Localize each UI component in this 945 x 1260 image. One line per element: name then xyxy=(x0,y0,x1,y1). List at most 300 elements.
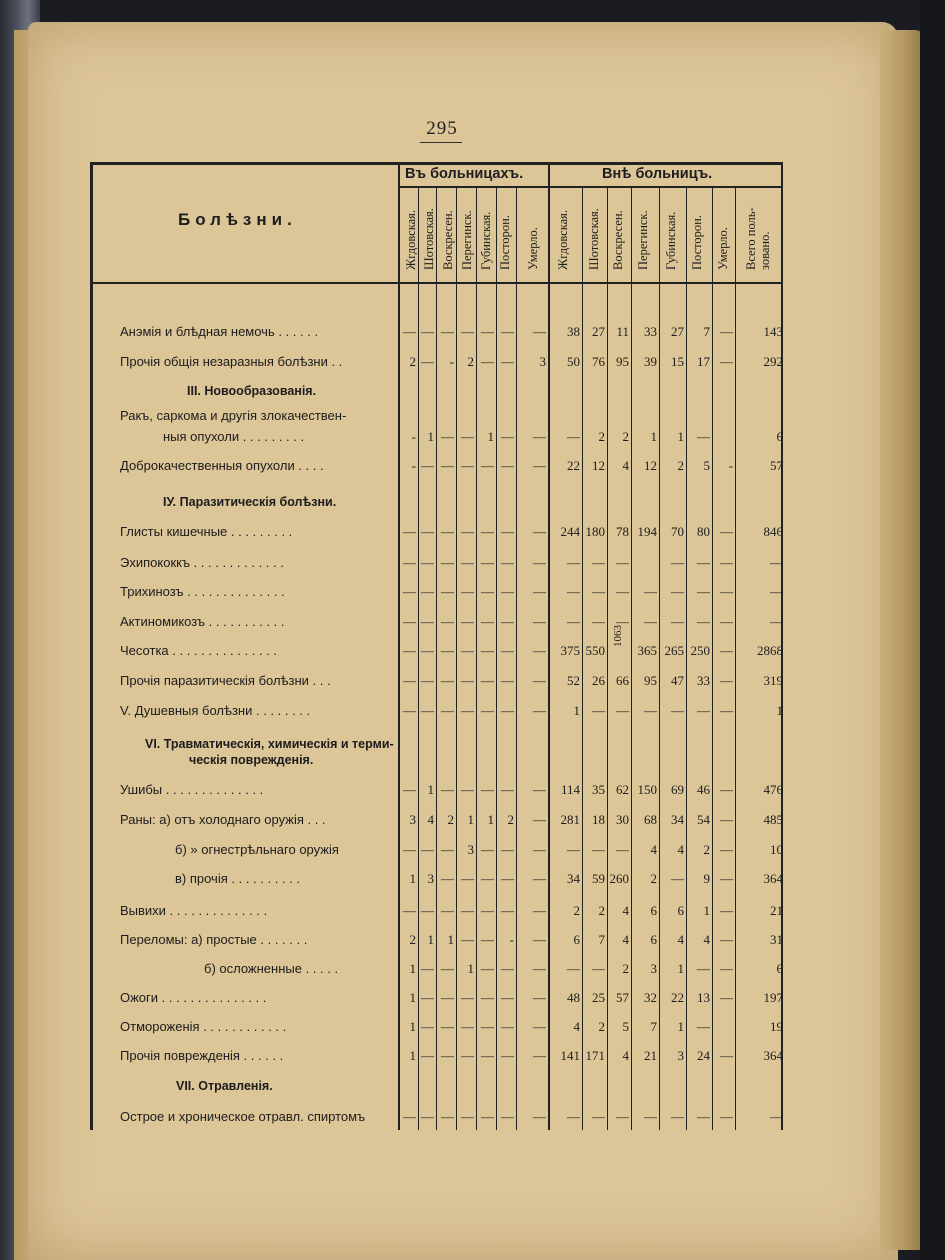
table-cell: — xyxy=(481,703,494,718)
table-cell: 62 xyxy=(616,782,629,797)
rule xyxy=(659,186,660,1130)
table-cell: — xyxy=(697,429,710,444)
table-cell: 1 xyxy=(409,990,416,1005)
table-cell: — xyxy=(592,961,605,976)
table-cell: — xyxy=(403,555,416,570)
table-cell: 4 xyxy=(622,458,629,473)
table-cell: 48 xyxy=(567,990,580,1005)
table-cell: — xyxy=(421,1048,434,1063)
table-cell: — xyxy=(567,614,580,629)
table-cell: 17 xyxy=(697,354,710,369)
table-cell: 52 xyxy=(567,673,580,688)
table-cell: 22 xyxy=(671,990,684,1005)
table-cell: 66 xyxy=(616,673,629,688)
table-cell: 12 xyxy=(644,458,657,473)
table-cell: — xyxy=(720,614,733,629)
table-cell: 194 xyxy=(637,524,657,539)
table-cell: — xyxy=(533,782,546,797)
table-cell: — xyxy=(481,555,494,570)
table-cell: — xyxy=(501,614,514,629)
table-cell: — xyxy=(441,990,454,1005)
table-cell: 2 xyxy=(598,903,605,918)
table-cell: — xyxy=(441,1048,454,1063)
rule xyxy=(712,186,713,1130)
table-cell: 18 xyxy=(592,812,605,827)
table-cell: — xyxy=(501,524,514,539)
table-cell: — xyxy=(421,555,434,570)
table-cell: — xyxy=(501,673,514,688)
table-cell: 4 xyxy=(622,932,629,947)
table-cell: — xyxy=(461,871,474,886)
table-cell: 3 xyxy=(650,961,657,976)
table-cell: — xyxy=(481,1109,494,1124)
table-cell: — xyxy=(403,842,416,857)
table-cell: 95 xyxy=(644,673,657,688)
table-cell: — xyxy=(481,458,494,473)
table-cell: 27 xyxy=(592,324,605,339)
row-label: Прочія общія незаразныя болѣзни . . xyxy=(120,354,343,369)
table-cell: 9 xyxy=(703,871,710,886)
table-cell: — xyxy=(533,555,546,570)
table-cell: — xyxy=(697,961,710,976)
table-cell: — xyxy=(533,584,546,599)
rule xyxy=(398,162,400,1130)
row-label-continued: ныя опухоли . . . . . . . . . xyxy=(163,429,305,444)
table-cell: 7 xyxy=(703,324,710,339)
table-cell: 22 xyxy=(567,458,580,473)
table-cell: — xyxy=(481,1048,494,1063)
table-cell: 1 xyxy=(677,961,684,976)
table-cell: 375 xyxy=(560,643,580,658)
row-label: V. Душевныя болѣзни . . . . . . . . xyxy=(120,703,311,718)
table-cell: — xyxy=(697,614,710,629)
table-cell: — xyxy=(461,1048,474,1063)
table-cell: 2 xyxy=(409,354,416,369)
table-cell: — xyxy=(403,584,416,599)
table-cell: — xyxy=(421,703,434,718)
row-label: Раны: а) отъ холоднаго оружія . . . xyxy=(120,812,326,827)
table-cell: 50 xyxy=(567,354,580,369)
row-label: б) » огнестрѣльнаго оружія xyxy=(175,842,339,857)
table-cell: — xyxy=(441,782,454,797)
table-cell: 4 xyxy=(650,842,657,857)
table-cell: — xyxy=(421,961,434,976)
table-cell: — xyxy=(671,871,684,886)
table-cell: — xyxy=(481,354,494,369)
page-number: 295 xyxy=(426,118,458,139)
table-cell: — xyxy=(461,324,474,339)
table-cell: — xyxy=(441,429,454,444)
table-cell: — xyxy=(697,1019,710,1034)
table-cell: 4 xyxy=(427,812,434,827)
table-cell: 11 xyxy=(616,324,629,339)
rule xyxy=(607,186,608,1130)
table-cell: — xyxy=(720,555,733,570)
table-cell: — xyxy=(697,555,710,570)
table-cell: — xyxy=(403,703,416,718)
table-cell: — xyxy=(461,703,474,718)
table-cell: — xyxy=(644,614,657,629)
table-cell: — xyxy=(720,524,733,539)
table-cell: — xyxy=(421,584,434,599)
table-cell: 2 xyxy=(409,932,416,947)
table-cell: 19 xyxy=(770,1019,783,1034)
table-cell: — xyxy=(671,1109,684,1124)
table-cell: — xyxy=(720,842,733,857)
table-cell: — xyxy=(421,524,434,539)
table-cell: 38 xyxy=(567,324,580,339)
section-heading: VII. Отравленія. xyxy=(176,1079,273,1093)
table-cell: — xyxy=(644,1109,657,1124)
row-label: в) прочія . . . . . . . . . . xyxy=(175,871,300,886)
table-cell: — xyxy=(481,643,494,658)
table-cell: 2 xyxy=(650,871,657,886)
table-cell: 485 xyxy=(763,812,783,827)
rule xyxy=(400,186,548,188)
table-cell: — xyxy=(533,429,546,444)
table-cell: — xyxy=(567,1109,580,1124)
table-cell: — xyxy=(461,1019,474,1034)
table-cell: — xyxy=(441,903,454,918)
table-cell: — xyxy=(720,584,733,599)
table-cell: 260 xyxy=(609,871,629,886)
table-cell: 846 xyxy=(763,524,783,539)
table-cell: — xyxy=(421,614,434,629)
table-cell: 365 xyxy=(637,643,657,658)
table-cell: 1 xyxy=(776,703,783,718)
row-label: Актиномикозъ . . . . . . . . . . . xyxy=(120,614,285,629)
table-cell: 265 xyxy=(664,643,684,658)
table-cell: — xyxy=(421,842,434,857)
table-cell: — xyxy=(501,324,514,339)
row-label: Эхипококкъ . . . . . . . . . . . . . xyxy=(120,555,284,570)
table-cell: — xyxy=(720,812,733,827)
table-cell: — xyxy=(403,673,416,688)
table-cell: — xyxy=(403,643,416,658)
row-label: Прочія поврежденія . . . . . . xyxy=(120,1048,284,1063)
table-cell: 21 xyxy=(644,1048,657,1063)
table-cell: — xyxy=(421,354,434,369)
table-cell: — xyxy=(421,1019,434,1034)
table-cell: 33 xyxy=(644,324,657,339)
table-cell: 4 xyxy=(677,842,684,857)
table-cell: — xyxy=(616,555,629,570)
table-cell: — xyxy=(441,1109,454,1124)
table-cell: 12 xyxy=(592,458,605,473)
table-cell: — xyxy=(481,584,494,599)
table-cell: — xyxy=(533,324,546,339)
table-cell: — xyxy=(567,584,580,599)
table-cell: 2 xyxy=(467,354,474,369)
table-cell: 31 xyxy=(770,932,783,947)
table-cell: — xyxy=(533,1019,546,1034)
section-heading-continued: ческія поврежденія. xyxy=(189,753,314,767)
table-cell: — xyxy=(501,903,514,918)
table-cell: 180 xyxy=(585,524,605,539)
row-label: Глисты кишечные . . . . . . . . . xyxy=(120,524,293,539)
table-cell: 4 xyxy=(703,932,710,947)
table-cell: — xyxy=(441,673,454,688)
table-cell: — xyxy=(461,524,474,539)
table-cell: — xyxy=(592,842,605,857)
table-cell: 57 xyxy=(616,990,629,1005)
column-subheader: Губинская. xyxy=(479,211,493,270)
table-cell: 281 xyxy=(560,812,580,827)
table-cell: — xyxy=(441,458,454,473)
table-cell: 15 xyxy=(671,354,684,369)
table-cell: 39 xyxy=(644,354,657,369)
table-cell: — xyxy=(533,1048,546,1063)
section-heading: VI. Травматическія, химическія и терми- xyxy=(145,737,394,751)
table-cell: — xyxy=(720,782,733,797)
table-cell: 30 xyxy=(616,812,629,827)
disease-column-header: Болѣзни. xyxy=(178,210,297,229)
table-cell: — xyxy=(720,1048,733,1063)
column-subheader: Губинская. xyxy=(664,211,678,270)
table-cell: — xyxy=(481,990,494,1005)
in-hospital-group-header: Въ больницахъ. xyxy=(405,166,524,182)
table-cell: — xyxy=(720,673,733,688)
table-cell: 364 xyxy=(763,1048,783,1063)
table-cell: — xyxy=(421,673,434,688)
table-cell: 1 xyxy=(487,429,494,444)
table-cell: — xyxy=(481,932,494,947)
table-cell: — xyxy=(403,1109,416,1124)
table-cell: 114 xyxy=(560,782,580,797)
column-subheader: Посторон. xyxy=(690,215,704,270)
rule xyxy=(418,186,419,1130)
table-cell: 1 xyxy=(409,871,416,886)
table-cell: 3 xyxy=(677,1048,684,1063)
table-cell: 6 xyxy=(650,932,657,947)
table-cell: 7 xyxy=(598,932,605,947)
table-cell: 1 xyxy=(427,782,434,797)
table-cell: — xyxy=(671,584,684,599)
table-cell: — xyxy=(421,643,434,658)
table-cell: — xyxy=(461,1109,474,1124)
out-hospital-group-header: Внѣ больницъ. xyxy=(602,166,713,182)
table-cell: 59 xyxy=(592,871,605,886)
table-cell: — xyxy=(697,703,710,718)
table-cell: — xyxy=(441,1019,454,1034)
row-label: Прочія паразитическія болѣзни . . . xyxy=(120,673,331,688)
table-cell: — xyxy=(481,614,494,629)
table-cell: — xyxy=(533,703,546,718)
table-cell: — xyxy=(501,961,514,976)
rule xyxy=(735,186,736,1130)
table-cell: 1 xyxy=(409,1019,416,1034)
table-cell: — xyxy=(481,524,494,539)
table-cell: 1 xyxy=(677,1019,684,1034)
table-cell: 2 xyxy=(507,812,514,827)
table-cell: — xyxy=(441,703,454,718)
table-cell: 1 xyxy=(487,812,494,827)
row-label: Анэмія и блѣдная немочь . . . . . . xyxy=(120,324,319,339)
table-cell: - xyxy=(411,458,416,473)
table-cell: — xyxy=(770,1109,783,1124)
table-cell: — xyxy=(481,673,494,688)
table-cell: — xyxy=(533,932,546,947)
rule xyxy=(436,186,437,1130)
table-cell: 34 xyxy=(567,871,580,886)
table-cell: 5 xyxy=(622,1019,629,1034)
table-cell: — xyxy=(441,324,454,339)
table-cell: 2 xyxy=(622,429,629,444)
table-cell: 6 xyxy=(650,903,657,918)
table-cell: — xyxy=(501,990,514,1005)
table-cell: — xyxy=(461,673,474,688)
table-cell: — xyxy=(501,842,514,857)
table-cell: 2 xyxy=(622,961,629,976)
table-cell: — xyxy=(567,842,580,857)
table-cell: 10 xyxy=(770,842,783,857)
column-subheader: Воскресен. xyxy=(611,210,625,270)
column-subheader: Умерло. xyxy=(716,227,730,270)
table-cell: — xyxy=(481,1019,494,1034)
row-label: Ракъ, саркома и другія злокачествен- xyxy=(120,408,347,423)
table-cell: 5 xyxy=(703,458,710,473)
table-cell: — xyxy=(616,842,629,857)
column-subheader: Умерло. xyxy=(526,227,540,270)
table-cell: 27 xyxy=(671,324,684,339)
rule xyxy=(90,162,783,165)
table-cell: — xyxy=(720,354,733,369)
table-cell: — xyxy=(481,871,494,886)
table-cell: 46 xyxy=(697,782,710,797)
table-cell: 76 xyxy=(592,354,605,369)
table-cell: 35 xyxy=(592,782,605,797)
row-label: Вывихи . . . . . . . . . . . . . . xyxy=(120,903,268,918)
table-cell: — xyxy=(441,524,454,539)
table-cell: — xyxy=(481,782,494,797)
table-cell: — xyxy=(720,871,733,886)
table-cell: 4 xyxy=(622,903,629,918)
table-cell: — xyxy=(592,584,605,599)
table-cell: 4 xyxy=(622,1048,629,1063)
table-cell: 13 xyxy=(697,990,710,1005)
table-cell: — xyxy=(720,932,733,947)
table-cell: — xyxy=(533,673,546,688)
table-cell: — xyxy=(403,614,416,629)
table-cell: — xyxy=(533,458,546,473)
table-cell: 24 xyxy=(697,1048,710,1063)
table-cell: 34 xyxy=(671,812,684,827)
page-stack-edge xyxy=(880,30,925,1250)
table-cell: 197 xyxy=(763,990,783,1005)
table-cell: — xyxy=(403,903,416,918)
table-cell: — xyxy=(501,429,514,444)
table-cell: — xyxy=(461,614,474,629)
table-cell: 3 xyxy=(467,842,474,857)
table-cell: — xyxy=(441,555,454,570)
table-cell: 3 xyxy=(409,812,416,827)
table-cell: — xyxy=(421,324,434,339)
table-cell: — xyxy=(421,458,434,473)
rule xyxy=(548,186,783,188)
table-cell: - xyxy=(728,458,733,473)
rule xyxy=(90,162,93,1130)
table-cell: 364 xyxy=(763,871,783,886)
table-cell: — xyxy=(461,990,474,1005)
table-cell: — xyxy=(720,990,733,1005)
table-cell: 141 xyxy=(560,1048,580,1063)
table-cell: — xyxy=(671,555,684,570)
table-cell: — xyxy=(461,643,474,658)
row-label: Ушибы . . . . . . . . . . . . . . xyxy=(120,782,264,797)
page-number-underline xyxy=(420,142,462,143)
table-cell: 1 xyxy=(409,1048,416,1063)
rule xyxy=(548,162,550,1130)
table-cell: — xyxy=(501,871,514,886)
table-cell: 4 xyxy=(573,1019,580,1034)
column-subheader: Перегинск. xyxy=(636,210,650,270)
table-cell: — xyxy=(644,584,657,599)
table-cell: — xyxy=(616,703,629,718)
table-cell: — xyxy=(616,584,629,599)
rule xyxy=(516,186,517,1130)
rule xyxy=(456,186,457,1130)
table-cell: 78 xyxy=(616,524,629,539)
table-cell: 244 xyxy=(560,524,580,539)
table-cell: 69 xyxy=(671,782,684,797)
table-cell: — xyxy=(441,584,454,599)
table-cell: — xyxy=(461,903,474,918)
table-cell: — xyxy=(616,1109,629,1124)
table-cell: 80 xyxy=(697,524,710,539)
table-cell: 95 xyxy=(616,354,629,369)
table-cell: 26 xyxy=(592,673,605,688)
row-label: Отмороженія . . . . . . . . . . . . xyxy=(120,1019,287,1034)
table-cell: — xyxy=(481,842,494,857)
table-cell: — xyxy=(720,1109,733,1124)
background-edge xyxy=(920,0,945,1260)
table-cell: — xyxy=(501,458,514,473)
table-cell: 1 xyxy=(677,429,684,444)
column-subheader: Посторон. xyxy=(498,215,512,270)
table-cell: 54 xyxy=(697,812,710,827)
table-cell: — xyxy=(403,324,416,339)
table-cell: — xyxy=(461,555,474,570)
table-cell: 292 xyxy=(763,354,783,369)
table-cell: — xyxy=(770,584,783,599)
table-cell: 57 xyxy=(770,458,783,473)
table-cell: - xyxy=(509,932,514,947)
table-cell: — xyxy=(461,782,474,797)
table-cell: 150 xyxy=(637,782,657,797)
table-cell: 7 xyxy=(650,1019,657,1034)
table-cell: - xyxy=(449,354,454,369)
table-cell: — xyxy=(501,782,514,797)
table-cell: — xyxy=(567,429,580,444)
table-cell: 2 xyxy=(598,429,605,444)
table-cell: — xyxy=(720,643,733,658)
table-cell: 550 xyxy=(585,643,605,658)
table-cell: 68 xyxy=(644,812,657,827)
table-cell: — xyxy=(533,524,546,539)
table-cell: — xyxy=(441,614,454,629)
table-cell: — xyxy=(592,555,605,570)
rule xyxy=(476,186,477,1130)
table-cell: — xyxy=(403,782,416,797)
table-cell: — xyxy=(697,1109,710,1124)
table-cell: 47 xyxy=(671,673,684,688)
table-cell: — xyxy=(461,429,474,444)
table-cell: — xyxy=(567,555,580,570)
section-heading: III. Новообразованія. xyxy=(187,384,317,398)
table-cell: 2 xyxy=(573,903,580,918)
table-cell: - xyxy=(411,429,416,444)
row-label: Трихинозъ . . . . . . . . . . . . . . xyxy=(120,584,285,599)
